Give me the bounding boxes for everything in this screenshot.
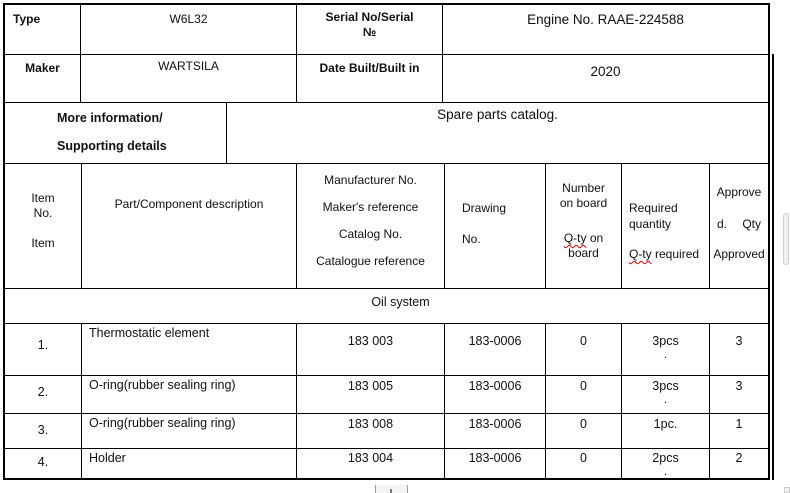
approved-qty-cell: 1 — [710, 414, 768, 449]
year-built-cell: 2020 — [443, 55, 768, 103]
horizontal-scrollbar-tick — [390, 489, 392, 493]
required-qty-dot: . — [663, 347, 668, 361]
header-manufacturer-line2: Maker's reference — [322, 200, 419, 214]
required-qty-cell — [622, 449, 710, 478]
header-manufacturer-cell — [297, 164, 445, 289]
vertical-scrollbar-thumb[interactable] — [783, 213, 789, 265]
more-info-value-cell: Spare parts catalog. — [227, 103, 768, 164]
maker-no-cell: 183 005 — [297, 376, 445, 414]
description-cell: O-ring(rubber sealing ring) — [82, 414, 297, 449]
section-title-row: Oil system — [5, 289, 768, 324]
header-manufacturer-line1: Manufacturer No. — [324, 173, 417, 187]
item-no-cell: 3. — [5, 414, 82, 449]
required-qty-value: 3pcs — [652, 334, 679, 348]
description-cell: Thermostatic element — [82, 324, 297, 376]
on-board-cell: 0 — [546, 414, 622, 449]
approved-qty-cell: 2 — [735, 451, 743, 465]
more-info-section — [5, 103, 768, 164]
header-onboard-line4: board — [568, 246, 599, 260]
scrollbar-corner — [784, 487, 790, 493]
required-qty-dot: . — [663, 392, 668, 406]
header-manufacturer-line4: Catalogue reference — [316, 254, 425, 268]
header-item-line2: No. — [33, 206, 53, 220]
header-required-line3 — [629, 246, 709, 262]
header-onboard-line1: Number — [562, 181, 605, 195]
description-cell: Holder — [82, 449, 297, 478]
type-label-cell: Type — [5, 5, 81, 55]
header-approved-line2-right: Qty — [742, 217, 761, 231]
serial-label-line1: Serial No/Serial — [325, 10, 414, 24]
header-item-cell — [5, 164, 82, 289]
drawing-no-cell: 183-0006 — [445, 376, 546, 414]
more-info-line1: More information/ — [57, 111, 163, 125]
serial-label-line2: № — [362, 25, 377, 39]
drawing-no-cell: 183-0006 — [445, 324, 546, 376]
parts-table-section — [5, 164, 768, 478]
on-board-cell: 0 — [546, 376, 622, 414]
header-approved-line3: Approved — [713, 247, 765, 261]
engine-no-cell: Engine No. RAAE-224588 — [443, 5, 768, 55]
item-no-cell: 2. — [5, 376, 82, 414]
header-required-cell — [622, 164, 710, 289]
spare-parts-document-table — [3, 3, 770, 480]
header-approved-line1: Approve — [716, 185, 762, 199]
approved-qty-cell: 3 — [710, 376, 768, 414]
required-qty-value: 1pc. — [653, 417, 678, 431]
header-onboard-line3-rest: on — [589, 231, 604, 245]
on-board-cell: 0 — [546, 324, 622, 376]
misspelled-word: Q-ty — [629, 247, 652, 261]
header-approved-line2 — [710, 217, 768, 232]
engine-info-section — [5, 5, 768, 103]
header-drawing-line1: Drawing — [462, 201, 507, 215]
more-info-label-cell — [5, 103, 227, 164]
header-description-cell: Part/Component description — [82, 164, 297, 289]
required-qty-value: 3pcs — [652, 379, 679, 393]
required-qty-cell — [622, 324, 710, 376]
required-qty-cell — [622, 376, 710, 414]
maker-no-cell: 183 004 — [297, 449, 445, 478]
type-value-cell: W6L32 — [81, 5, 297, 55]
item-no-cell: 4. — [5, 449, 82, 478]
header-onboard-line2: on board — [559, 196, 608, 210]
header-onboard-line3 — [546, 231, 621, 246]
maker-value-cell: WARTSILA — [81, 55, 297, 103]
header-onboard-cell — [546, 164, 622, 289]
more-info-line2: Supporting details — [57, 139, 167, 153]
header-required-line3-rest: required — [655, 247, 700, 261]
drawing-no-cell: 183-0006 — [445, 449, 546, 478]
maker-label-cell: Maker — [5, 55, 81, 103]
header-approved-line2-left: d. — [717, 217, 728, 231]
on-board-cell: 0 — [546, 449, 622, 478]
approved-qty-cell: 3 — [710, 324, 768, 376]
maker-no-cell: 183 008 — [297, 414, 445, 449]
maker-no-cell: 183 003 — [297, 324, 445, 376]
header-manufacturer-line3: Catalog No. — [338, 227, 403, 241]
date-built-label-cell: Date Built/Built in — [297, 55, 443, 103]
drawing-no-cell: 183-0006 — [445, 414, 546, 449]
table-right-double-border — [772, 54, 774, 480]
misspelled-word: Q-ty — [563, 231, 587, 245]
header-required-line1: Required — [629, 201, 678, 215]
header-required-line2: quantity — [629, 217, 672, 231]
required-qty-dot: . — [663, 464, 668, 478]
item-no-cell: 1. — [5, 324, 82, 376]
description-cell: O-ring(rubber sealing ring) — [82, 376, 297, 414]
header-approved-cell — [710, 164, 768, 289]
required-qty-cell — [622, 414, 710, 449]
required-qty-value: 2pcs — [652, 451, 679, 465]
header-item-line1: Item — [31, 191, 55, 205]
header-item-line3: Item — [31, 236, 55, 250]
serial-label-cell — [297, 5, 443, 55]
header-drawing-cell — [445, 164, 546, 289]
header-drawing-line2: No. — [462, 232, 481, 246]
